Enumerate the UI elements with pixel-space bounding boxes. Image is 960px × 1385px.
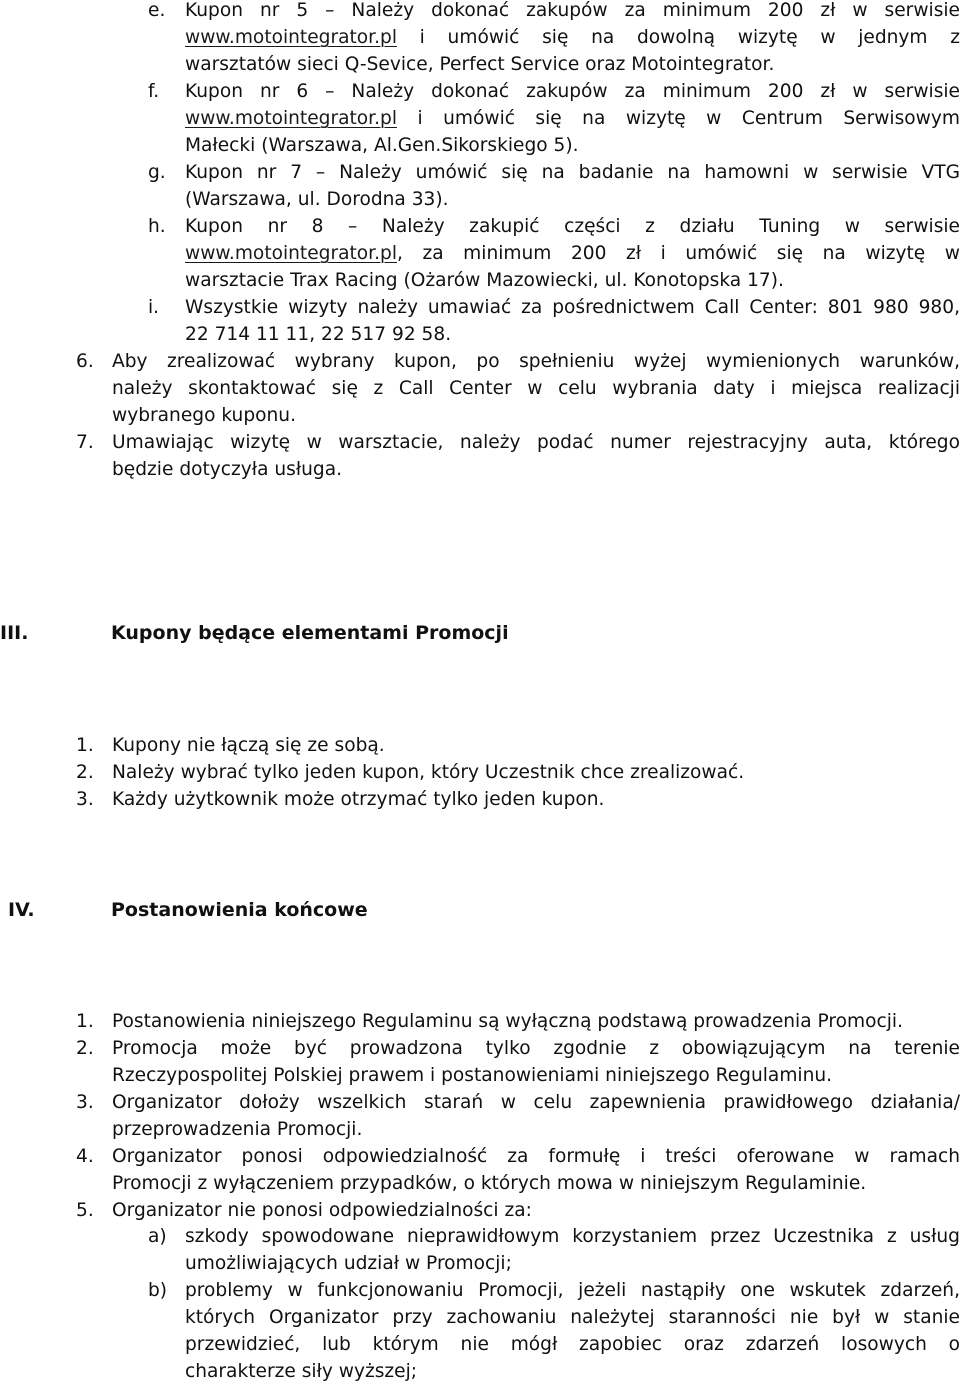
list-marker: f.	[148, 81, 160, 102]
list-item	[76, 1143, 960, 1197]
text-span: warsztatów sieci Q-Sevice, Perfect Service oraz Motointegrator.	[185, 54, 775, 75]
text-line	[185, 1250, 960, 1277]
text-line	[112, 1170, 960, 1197]
text-span: Organizator nie ponosi odpowiedzialności za:	[112, 1200, 532, 1221]
text-span: problemy w funkcjonowaniu Promocji, jeżeli nastąpiły one wskutek zdarzeń,	[185, 1280, 960, 1301]
list-marker: a)	[148, 1226, 167, 1247]
text-line	[185, 1331, 960, 1358]
list-item	[76, 1035, 960, 1089]
list-item	[148, 294, 960, 348]
text-span: których Organizator przy zachowaniu należytej staranności nie był w stanie	[185, 1307, 960, 1328]
text-line	[185, 186, 960, 213]
text-span: wybranego kuponu.	[112, 405, 297, 426]
text-span: umożliwiających udział w Promocji;	[185, 1253, 512, 1274]
text-span: przeprowadzenia Promocji.	[112, 1119, 363, 1140]
list-item	[148, 1223, 960, 1277]
text-line	[112, 1143, 960, 1170]
list-item	[76, 1008, 960, 1035]
text-span: i umówić się na wizytę w Centrum Serwisowym	[396, 108, 960, 129]
website-link[interactable]: www.motointegrator.pl	[185, 243, 397, 264]
text-line	[112, 1062, 960, 1089]
text-span: przewidzieć, lub którym nie mógł zapobiec oraz zdarzeń losowych o	[185, 1334, 960, 1355]
website-link[interactable]: www.motointegrator.pl	[185, 108, 397, 129]
text-line	[112, 1197, 960, 1224]
list-item	[148, 0, 960, 78]
text-span: Kupon nr 8 – Należy zakupić części z działu Tuning w serwisie	[185, 216, 960, 237]
list-marker: 2.	[76, 762, 94, 783]
text-line	[185, 0, 960, 24]
text-span: Wszystkie wizyty należy umawiać za pośrednictwem Call Center: 801 980 980,	[185, 297, 960, 318]
text-line	[185, 132, 960, 159]
text-line	[185, 213, 960, 240]
text-span: Organizator dołoży wszelkich starań w celu zapewnienia prawidłowego działania/	[112, 1092, 960, 1113]
text-line	[185, 1277, 960, 1304]
text-span: Kupon nr 7 – Należy umówić się na badanie na hamowni w serwisie VTG	[185, 162, 960, 183]
text-span: (Warszawa, ul. Dorodna 33).	[185, 189, 449, 210]
text-span: Organizator ponosi odpowiedzialność za formułę i treści oferowane w ramach	[112, 1146, 960, 1167]
list-item	[76, 1089, 960, 1143]
text-span: Małecki (Warszawa, Al.Gen.Sikorskiego 5).	[185, 135, 579, 156]
text-span: i umówić się na dowolną wizytę w jednym z	[396, 27, 960, 48]
list-marker: 7.	[76, 432, 94, 453]
list-marker: b)	[148, 1280, 168, 1301]
text-span: charakterze siły wyższej;	[185, 1361, 418, 1382]
text-span: Kupony nie łączą się ze sobą.	[112, 735, 385, 756]
text-span: warsztacie Trax Racing (Ożarów Mazowiecki, ul. Konotopska 17).	[185, 270, 784, 291]
text-line	[185, 159, 960, 186]
list-item	[76, 759, 960, 786]
list-item	[76, 348, 960, 429]
text-line	[185, 24, 960, 51]
text-span: Kupon nr 6 – Należy dokonać zakupów za minimum 200 zł w serwisie	[185, 81, 960, 102]
text-line	[185, 78, 960, 105]
list-item	[148, 159, 960, 213]
text-span: Postanowienia niniejszego Regulaminu są wyłączną podstawą prowadzenia Promocji.	[112, 1011, 903, 1032]
website-link[interactable]: www.motointegrator.pl	[185, 27, 397, 48]
list-item	[148, 78, 960, 159]
text-line	[112, 1035, 960, 1062]
list-marker: 2.	[76, 1038, 94, 1059]
text-span: 22 714 11 11, 22 517 92 58.	[185, 324, 452, 345]
text-span: Umawiając wizytę w warsztacie, należy podać numer rejestracyjny auta, którego	[112, 432, 960, 453]
text-line	[185, 105, 960, 132]
section-title: Kupony będące elementami Promocji	[111, 622, 509, 644]
text-span: Kupon nr 5 – Należy dokonać zakupów za minimum 200 zł w serwisie	[185, 0, 960, 21]
text-line	[112, 1116, 960, 1143]
list-marker: h.	[148, 216, 166, 237]
section-title: Postanowienia końcowe	[111, 899, 368, 921]
text-span: Aby zrealizować wybrany kupon, po spełnieniu wyżej wymienionych warunków,	[112, 351, 960, 372]
section-number: IV.	[8, 899, 35, 921]
list-item	[76, 786, 960, 813]
list-item	[76, 732, 960, 759]
text-span: należy skontaktować się z Call Center w celu wybrania daty i miejsca realizacji	[112, 378, 960, 399]
list-marker: 3.	[76, 789, 94, 810]
list-marker: 3.	[76, 1092, 94, 1113]
list-marker: i.	[148, 297, 160, 318]
text-span: Promocja może być prowadzona tylko zgodnie z obowiązującym na terenie	[112, 1038, 960, 1059]
text-line	[112, 1089, 960, 1116]
text-span: Należy wybrać tylko jeden kupon, który Uczestnik chce zrealizować.	[112, 762, 745, 783]
text-span: szkody spowodowane nieprawidłowym korzystaniem przez Uczestnika z usług	[185, 1226, 960, 1247]
list-marker: 6.	[76, 351, 94, 372]
list-item	[148, 1277, 960, 1385]
text-line	[185, 240, 960, 267]
text-line	[185, 1304, 960, 1331]
section-number: III.	[0, 622, 29, 644]
list-marker: 4.	[76, 1146, 94, 1167]
text-span: Każdy użytkownik może otrzymać tylko jeden kupon.	[112, 789, 605, 810]
text-line	[112, 732, 960, 759]
text-span: Rzeczypospolitej Polskiej prawem i postanowieniami niniejszego Regulaminu.	[112, 1065, 833, 1086]
list-marker: g.	[148, 162, 166, 183]
text-line	[112, 348, 960, 375]
text-line	[185, 267, 960, 294]
text-line	[112, 759, 960, 786]
text-line	[112, 1008, 960, 1035]
text-line	[185, 51, 960, 78]
text-line	[112, 375, 960, 402]
text-line	[112, 786, 960, 813]
list-item	[76, 1197, 960, 1224]
list-item	[76, 429, 960, 483]
list-marker: 1.	[76, 735, 94, 756]
text-line	[185, 294, 960, 321]
text-span: Promocji z wyłączeniem przypadków, o których mowa w niniejszym Regulaminie.	[112, 1173, 867, 1194]
text-line	[185, 321, 960, 348]
text-span: , za minimum 200 zł i umówić się na wizytę w	[396, 243, 960, 264]
text-line	[112, 429, 960, 456]
list-marker: 1.	[76, 1011, 94, 1032]
list-marker: 5.	[76, 1200, 94, 1221]
list-marker: e.	[148, 0, 166, 21]
text-line	[185, 1358, 960, 1385]
text-line	[112, 402, 960, 429]
text-line	[112, 456, 960, 483]
text-span: będzie dotyczyła usługa.	[112, 459, 343, 480]
text-line	[185, 1223, 960, 1250]
list-item	[148, 213, 960, 294]
